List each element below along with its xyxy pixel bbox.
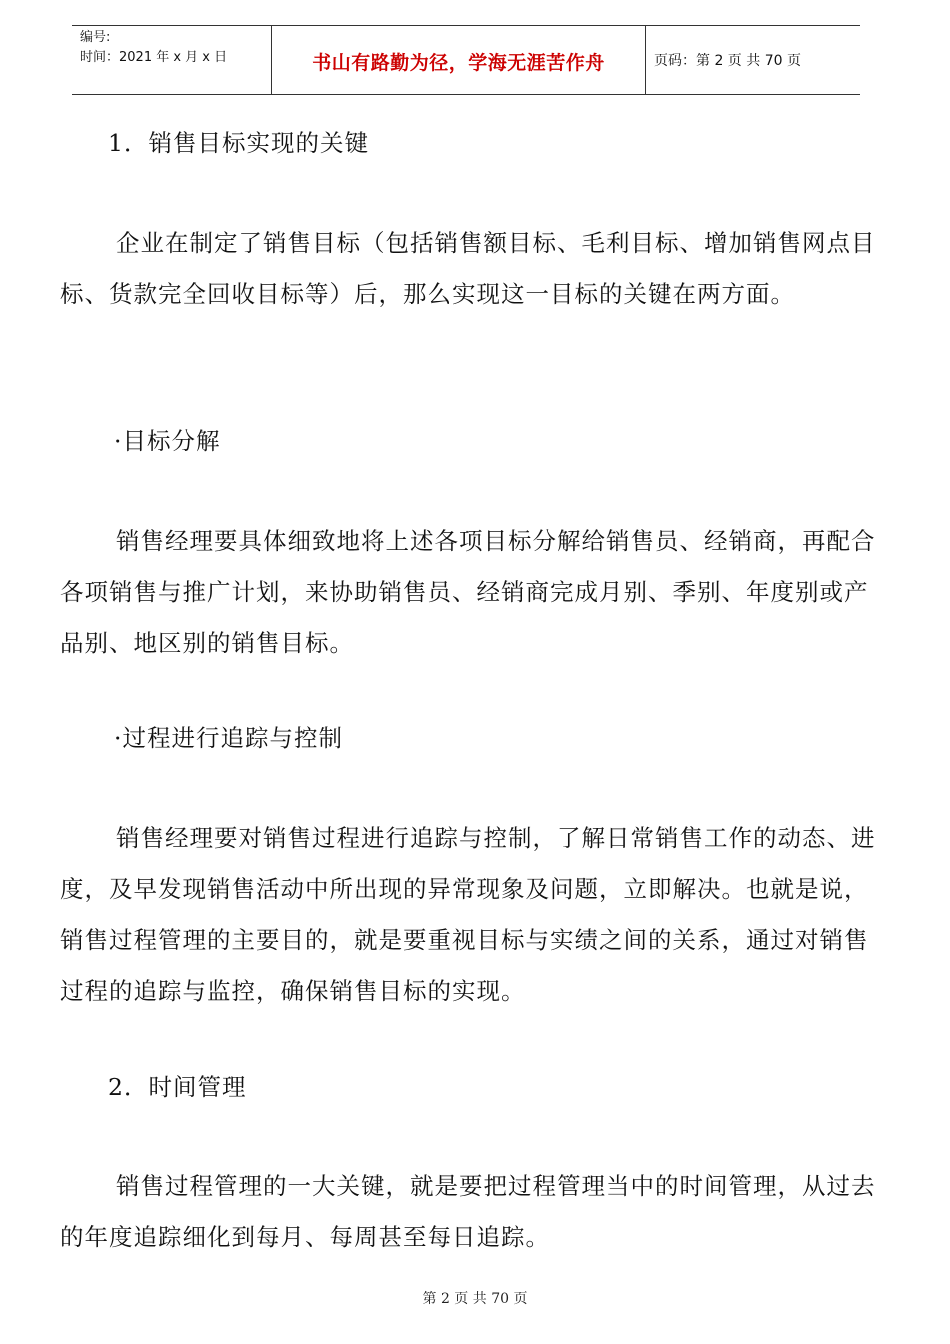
bullet-goal-decomposition: ·目标分解: [114, 427, 221, 455]
header-motto: 书山有路勤为径，学海无涯苦作舟: [312, 52, 605, 74]
page-header: [72, 25, 860, 95]
section-heading-2: 2．时间管理: [108, 1073, 247, 1101]
header-motto-cell: [272, 26, 646, 94]
header-info-cell: [72, 26, 272, 94]
paragraph-2: 销售经理要具体细致地将上述各项目标分解给销售员、经销商，再配合各项销售与推广计划，来协助销售员、经销商完成月别、季别、年度别或产品别、地区别的销售目标。: [60, 527, 876, 657]
document-number-label: 编号:: [80, 30, 111, 45]
paragraph-1: 企业在制定了销售目标（包括销售额目标、毛利目标、增加销售网点目标、货款完全回收目标等）后，那么实现这一目标的关键在两方面。: [60, 229, 876, 308]
bullet-process-tracking: ·过程进行追踪与控制: [114, 724, 343, 752]
paragraph-3: 销售经理要对销售过程进行追踪与控制，了解日常销售工作的动态、进度，及早发现销售活动中所出现的异常现象及问题，立即解决。也就是说，销售过程管理的主要目的，就是要重视目标与实绩之间的关系，通过对销售过程的追踪与监控，确保销售目标的实现。: [60, 824, 876, 1005]
section-heading-1: 1．销售目标实现的关键: [108, 129, 369, 157]
header-page-number: 页码：第 2 页 共 70 页: [654, 53, 801, 69]
paragraph-4: 销售过程管理的一大关键，就是要把过程管理当中的时间管理，从过去的年度追踪细化到每月、每周甚至每日追踪。: [60, 1172, 876, 1251]
page-footer: 第 2 页 共 70 页: [422, 1291, 528, 1307]
document-time-label: 时间：2021 年 x 月 x 日: [80, 50, 228, 65]
header-page-cell: [646, 26, 860, 94]
